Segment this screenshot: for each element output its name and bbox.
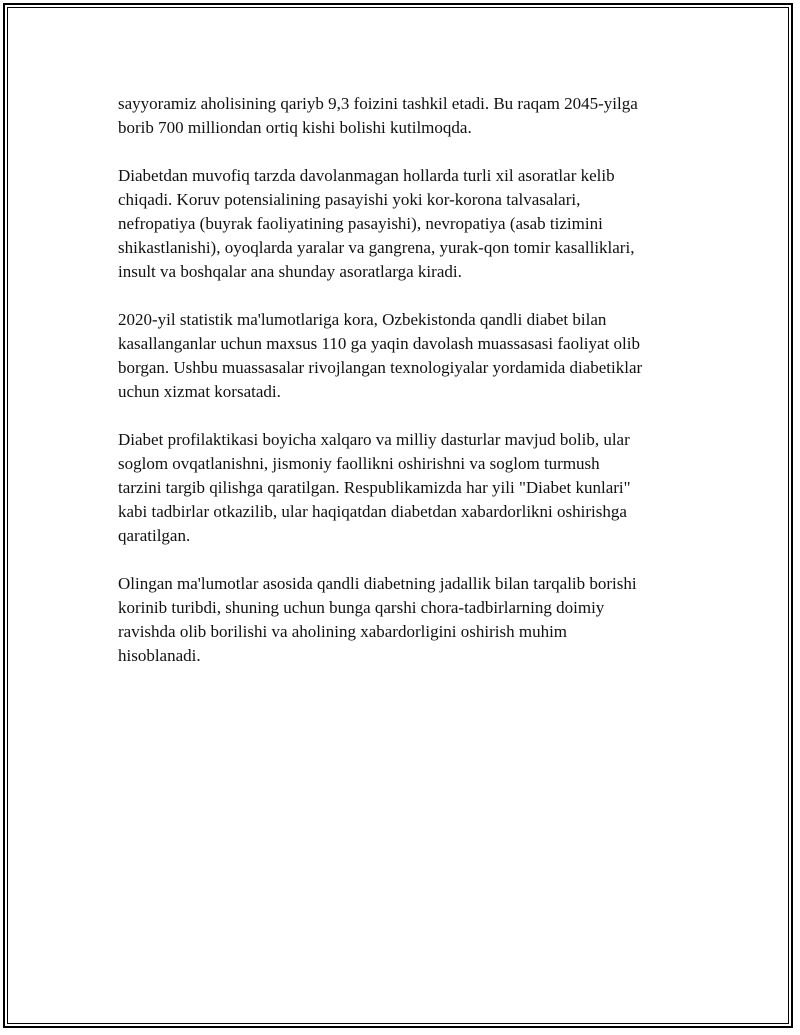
text-line: tarzini targib qilishga qaratilgan. Respublikamizda har yili "Diabet kunlari" [118, 478, 631, 497]
paragraph [118, 308, 703, 404]
document-body [118, 92, 703, 692]
text-line: shikastlanishi), oyoqlarda yaralar va gangrena, yurak-qon tomir kasalliklari, [118, 238, 635, 257]
text-line: sayyoramiz aholisining qariyb 9,3 foizini tashkil etadi. Bu raqam 2045-yilga [118, 94, 638, 113]
paragraph [118, 428, 703, 548]
text-line: borgan. Ushbu muassasalar rivojlangan texnologiyalar yordamida diabetiklar [118, 358, 643, 377]
text-line: hisoblanadi. [118, 646, 201, 665]
paragraph [118, 92, 703, 140]
text-line: 2020-yil statistik ma'lumotlariga kora, Ozbekistonda qandli diabet bilan [118, 310, 607, 329]
text-line: korinib turibdi, shuning uchun bunga qarshi chora-tadbirlarning doimiy [118, 598, 605, 617]
paragraph [118, 572, 703, 668]
text-line: ravishda olib borilishi va aholining xabardorligini oshirish muhim [118, 622, 568, 641]
text-line: Diabet profilaktikasi boyicha xalqaro va milliy dasturlar mavjud bolib, ular [118, 430, 630, 449]
text-line: borib 700 milliondan ortiq kishi bolishi kutilmoqda. [118, 118, 472, 137]
text-line: Olingan ma'lumotlar asosida qandli diabetning jadallik bilan tarqalib borishi [118, 574, 637, 593]
text-line: qaratilgan. [118, 526, 191, 545]
text-line: kabi tadbirlar otkazilib, ular haqiqatdan diabetdan xabardorlikni oshirishga [118, 502, 627, 521]
paragraph [118, 164, 703, 284]
text-line: insult va boshqalar ana shunday asoratlarga kiradi. [118, 262, 462, 281]
text-line: uchun xizmat korsatadi. [118, 382, 281, 401]
text-line: nefropatiya (buyrak faoliyatining pasayishi), nevropatiya (asab tizimini [118, 214, 603, 233]
text-line: kasallanganlar uchun maxsus 110 ga yaqin davolash muassasasi faoliyat olib [118, 334, 640, 353]
text-line: Diabetdan muvofiq tarzda davolanmagan hollarda turli xil asoratlar kelib [118, 166, 615, 185]
text-line: chiqadi. Koruv potensialining pasayishi yoki kor-korona talvasalari, [118, 190, 581, 209]
text-line: soglom ovqatlanishni, jismoniy faollikni oshirishni va soglom turmush [118, 454, 600, 473]
